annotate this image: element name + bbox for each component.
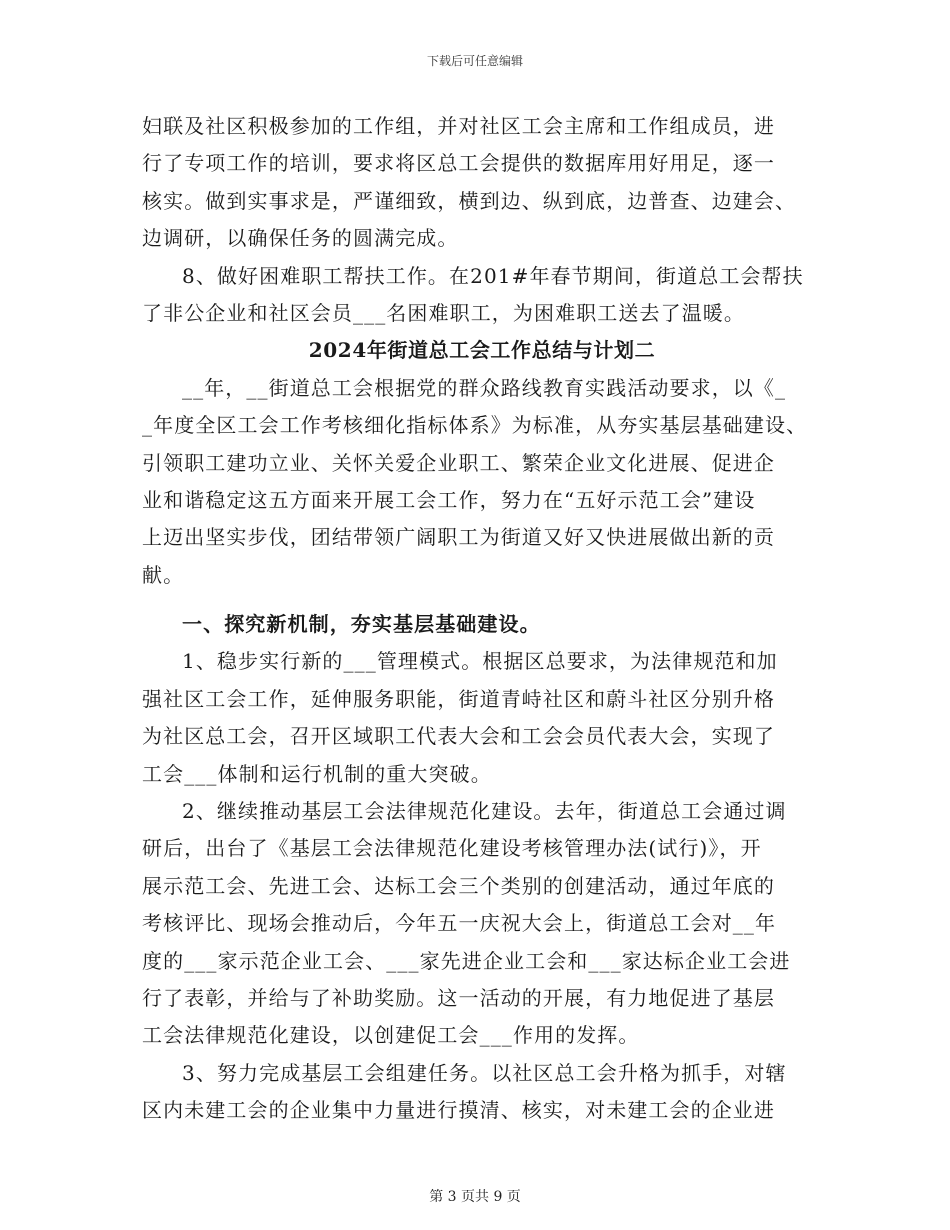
body-line: _年度全区工会工作考核细化指标体系》为标准，从夯实基层基础建设、 — [142, 413, 808, 438]
body-line: 强社区工会工作，延伸服务职能，街道青峙社区和蔚斗社区分别升格 — [142, 686, 775, 711]
body-line: 了非公企业和社区会员___名困难职工，为困难职工送去了温暖。 — [142, 300, 745, 325]
body-line: __年，__街道总工会根据党的群众路线教育实践活动要求，以《_ — [182, 375, 787, 400]
body-line: 区内未建工会的企业集中力量进行摸清、核实，对未建工会的企业进 — [142, 1098, 775, 1123]
body-line: 展示范工会、先进工会、达标工会三个类别的创建活动，通过年底的 — [142, 873, 775, 898]
body-line: 3、努力完成基层工会组建任务。以社区总工会升格为抓手，对辖 — [182, 1060, 787, 1085]
body-line: 工会___体制和运行机制的重大突破。 — [142, 761, 492, 786]
body-line: 1、稳步实行新的___管理模式。根据区总要求，为法律规范和加 — [182, 649, 778, 674]
body-line: 8、做好困难职工帮扶工作。在201#年春节期间，街道总工会帮扶 — [182, 263, 804, 288]
body-line: 2、继续推动基层工会法律规范化建设。去年，街道总工会通过调 — [182, 799, 787, 824]
body-line: 引领职工建功立业、关怀关爱企业职工、繁荣企业文化进展、促进企 — [142, 450, 775, 475]
body-line: 业和谐稳定这五方面来开展工会工作，努力在“五好示范工会”建设 — [142, 487, 756, 512]
body-line: 行了表彰，并给与了补助奖励。这一活动的开展，有力地促进了基层 — [142, 985, 775, 1010]
body-line: 妇联及社区积极参加的工作组，并对社区工会主席和工作组成员，进 — [142, 114, 775, 138]
body-line: 度的___家示范企业工会、___家先进企业工会和___家达标企业工会进 — [142, 948, 791, 973]
body-line: 考核评比、现场会推动后，今年五一庆祝大会上，街道总工会对__年 — [142, 911, 777, 936]
paragraph-gap — [142, 594, 822, 606]
body-line: 研后，出台了《基层工会法律规范化建设考核管理办法(试行)》，开 — [142, 836, 762, 861]
page-footer: 第 3 页共 9 页 — [429, 1189, 521, 1205]
body-line: 核实。做到实事求是，严谨细致，横到边、纵到底，边普查、边建会、 — [142, 188, 797, 213]
document-body — [142, 108, 822, 1130]
section-title: 2024年街道总工会工作总结与计划二 — [308, 338, 656, 363]
section-heading: 一、探究新机制，夯实基层基础建设。 — [182, 612, 541, 637]
body-line: 工会法律规范化建设，以创建促工会___作用的发挥。 — [142, 1023, 640, 1048]
page-header: 下载后可任意编辑 — [426, 54, 523, 68]
body-line: 献。 — [142, 562, 185, 587]
body-line: 行了专项工作的培训，要求将区总工会提供的数据库用好用足，逐一 — [142, 151, 775, 176]
body-line: 边调研，以确保任务的圆满完成。 — [142, 226, 459, 251]
body-line: 为社区总工会，召开区域职工代表大会和工会会员代表大会，实现了 — [142, 724, 775, 749]
body-line: 上迈出坚实步伐，团结带领广阔职工为街道又好又快进展做出新的贡 — [142, 525, 775, 550]
